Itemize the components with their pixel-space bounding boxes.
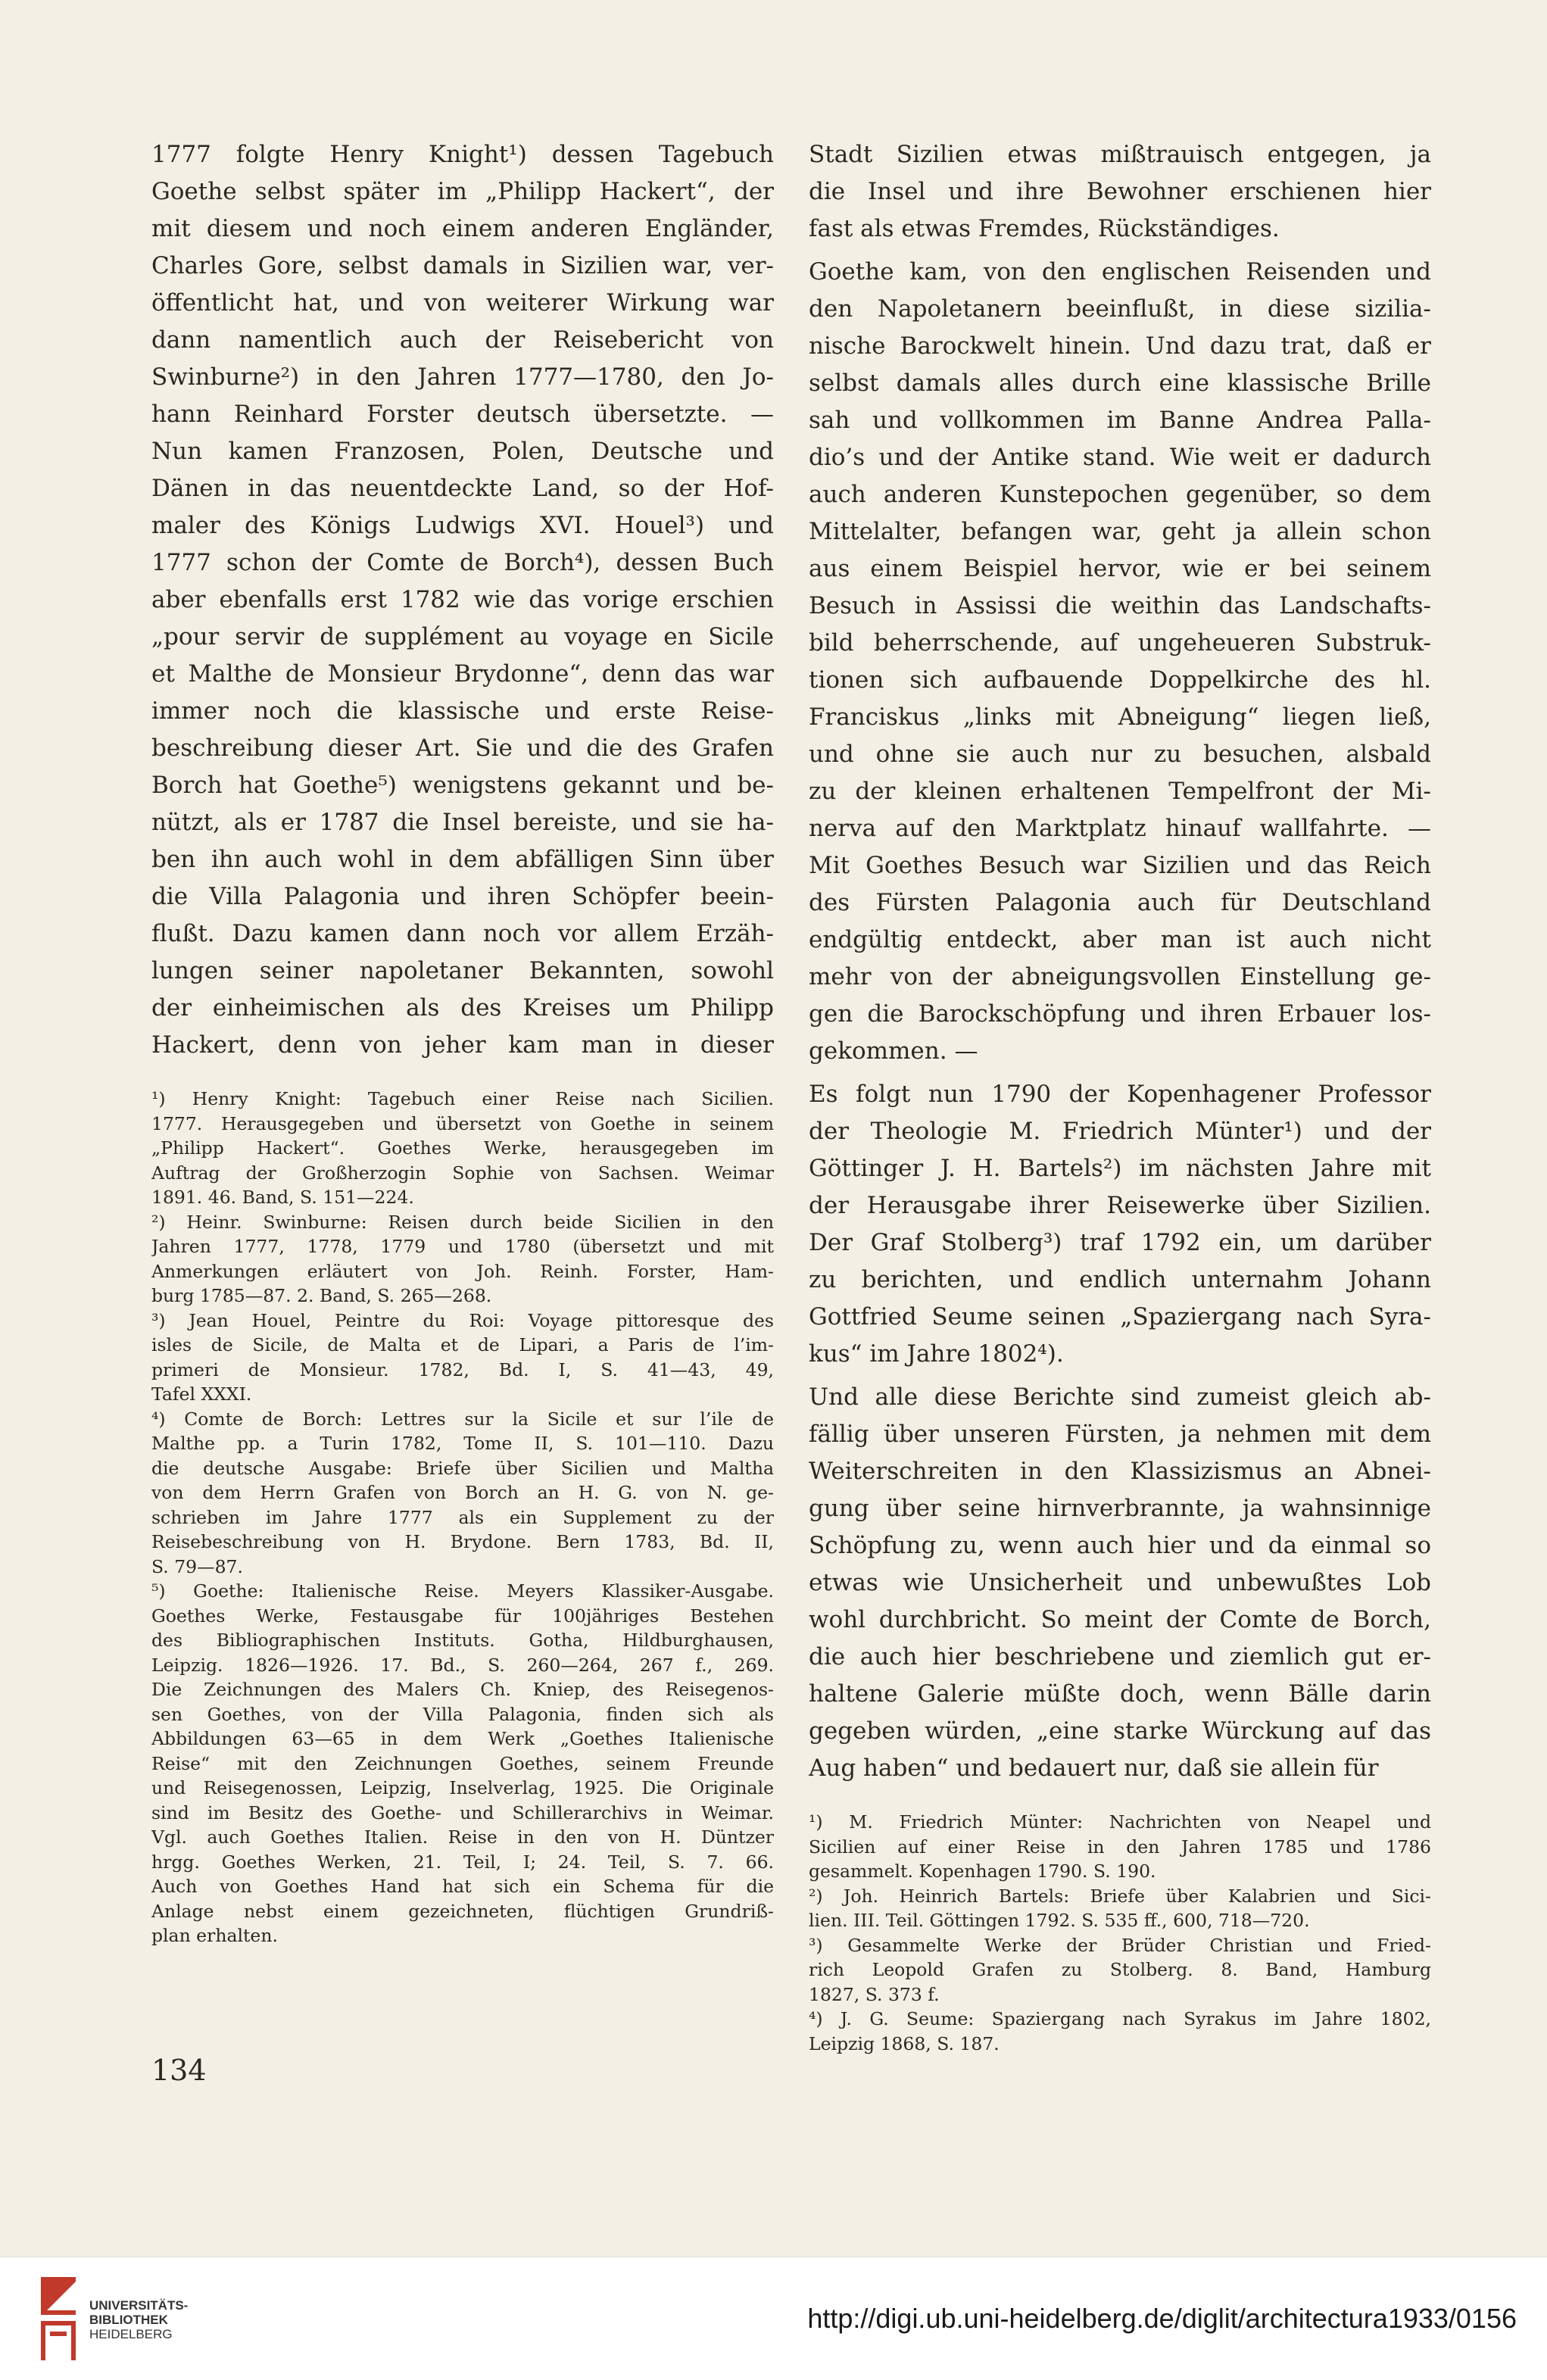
footnote-line: schrieben im Jahre 1777 als ein Supplement zu der	[151, 1506, 774, 1528]
text-line: der einheimischen als des Kreises um Philipp	[151, 994, 774, 1022]
text-line: Nun kamen Franzosen, Polen, Deutsche und	[151, 438, 774, 465]
text-line: et Malthe de Monsieur Brydonne“, denn das war	[151, 660, 774, 688]
footnote-line: S. 79—87.	[151, 1555, 243, 1577]
text-line: Und alle diese Berichte sind zumeist gleich ab-	[809, 1383, 1431, 1411]
text-line: „pour servir de supplément au voyage en Sicile	[151, 623, 774, 650]
text-line: sah und vollkommen im Banne Andrea Palla-	[809, 407, 1431, 434]
text-line: mit diesem und noch einem anderen Engländer,	[151, 215, 774, 242]
text-line: 1777 schon der Comte de Borch⁴), dessen Buch	[151, 549, 774, 576]
footnote	[151, 1309, 774, 1407]
footnote-line: isles de Sicile, de Malta et de Lipari, a Paris de l’im-	[151, 1334, 774, 1355]
text-line: Goethe kam, von den englischen Reisenden und	[809, 258, 1431, 285]
text-line: zu berichten, und endlich unternahm Johann	[809, 1266, 1431, 1293]
footnote-line: Vgl. auch Goethes Italien. Reise in den von H. Düntzer	[151, 1826, 774, 1848]
text-line: Stadt Sizilien etwas mißtrauisch entgegen, ja	[809, 141, 1431, 168]
text-line: bild beherrschende, auf ungeheueren Substruk-	[809, 629, 1431, 657]
text-line: Schöpfung zu, wenn auch hier und da einmal so	[809, 1532, 1431, 1559]
footnote-line: ²) Heinr. Swinburne: Reisen durch beide Sicilien in den	[151, 1211, 774, 1233]
footnote-line: Reise“ mit den Zeichnungen Goethes, seinem Freunde	[151, 1752, 774, 1774]
text-line: Weiterschreiten in den Klassizismus an Abnei-	[809, 1458, 1431, 1485]
footnote-line: ²) Joh. Heinrich Bartels: Briefe über Kalabrien und Sici-	[809, 1885, 1431, 1907]
text-line: ben ihn auch wohl in dem abfälligen Sinn über	[151, 846, 774, 873]
footnote	[809, 2007, 1431, 2056]
footnote	[151, 1407, 774, 1580]
library-name-line2: BIBLIOTHEK	[89, 2313, 168, 2327]
footnote-line: des Bibliographischen Instituts. Gotha, Hildburghausen,	[151, 1630, 774, 1651]
text-line: nützt, als er 1787 die Insel bereiste, und sie ha-	[151, 809, 774, 836]
footnote	[809, 1933, 1431, 2007]
text-line: gekommen. —	[809, 1037, 978, 1065]
text-line: die Villa Palagonia und ihren Schöpfer beein-	[151, 883, 774, 910]
text-line: Goethe selbst später im „Philipp Hackert“, der	[151, 178, 774, 205]
footnote-line: Jahren 1777, 1778, 1779 und 1780 (übersetzt und mit	[151, 1236, 774, 1257]
footnote-line: burg 1785—87. 2. Band, S. 265—268.	[151, 1285, 492, 1306]
text-line: gegeben würden, „eine starke Würckung auf das	[809, 1717, 1431, 1745]
footnote-line: Anlage nebst einem gezeichneten, flüchtigen Grundriß-	[151, 1900, 774, 1922]
text-line: haltene Galerie müßte doch, wenn Bälle darin	[809, 1680, 1431, 1708]
text-line: Borch hat Goethe⁵) wenigstens gekannt und be-	[151, 772, 774, 799]
text-line: Mit Goethes Besuch war Sizilien und das Reich	[809, 852, 1431, 879]
text-line: den Napoletanern beeinflußt, in diese sizilia-	[809, 295, 1431, 323]
footnote-line: ¹) M. Friedrich Münter: Nachrichten von Neapel und	[809, 1811, 1431, 1833]
page-number: 134	[151, 2054, 207, 2087]
text-line: Swinburne²) in den Jahren 1777—1780, den Jo-	[151, 363, 774, 391]
footnote-line: Abbildungen 63—65 in dem Werk „Goethes Italienische	[151, 1728, 774, 1749]
footnote-line: ⁵) Goethe: Italienische Reise. Meyers Klassiker-Ausgabe.	[151, 1580, 774, 1602]
text-line: die Insel und ihre Bewohner erschienen hier	[809, 178, 1431, 205]
footnote-line: plan erhalten.	[151, 1925, 278, 1946]
footnote	[151, 1579, 774, 1948]
left-footnotes	[151, 1087, 774, 1948]
footnote-line: die deutsche Ausgabe: Briefe über Sicilien und Maltha	[151, 1457, 774, 1479]
footnote-line: sen Goethes, von der Villa Palagonia, finden sich als	[151, 1703, 774, 1725]
text-line: Mittelalter, befangen war, geht ja allein schon	[809, 518, 1431, 545]
text-line: fällig über unseren Fürsten, ja nehmen mit dem	[809, 1421, 1431, 1448]
text-line: Hackert, denn von jeher kam man in dieser	[151, 1031, 774, 1059]
text-line: Dänen in das neuentdeckte Land, so der Hof-	[151, 475, 774, 502]
footnote-line: Leipzig. 1826—1926. 17. Bd., S. 260—264, 267 f., 269.	[151, 1654, 774, 1676]
footnote	[151, 1210, 774, 1309]
text-line: der Theologie M. Friedrich Münter¹) und der	[809, 1118, 1431, 1145]
text-line: lungen seiner napoletaner Bekannten, sowohl	[151, 957, 774, 984]
text-line: 1777 folgte Henry Knight¹) dessen Tagebuch	[151, 141, 774, 168]
text-line: aber ebenfalls erst 1782 wie das vorige erschien	[151, 586, 774, 613]
footnote-line: ⁴) Comte de Borch: Lettres sur la Sicile et sur l’ile de	[151, 1408, 774, 1430]
text-line: zu der kleinen erhaltenen Tempelfront der Mi-	[809, 778, 1431, 805]
left-column	[151, 136, 774, 1948]
text-line: die auch hier beschriebene und ziemlich gut er-	[809, 1643, 1431, 1670]
footnote-line: Auftrag der Großherzogin Sophie von Sachsen. Weimar	[151, 1162, 774, 1184]
text-line: gen die Barockschöpfung und ihren Erbauer los-	[809, 1000, 1431, 1028]
library-name-line1: UNIVERSITÄTS-	[89, 2298, 189, 2313]
footnote-line: Auch von Goethes Hand hat sich ein Schema für die	[151, 1876, 774, 1897]
paragraph	[809, 254, 1431, 1070]
footnote-line: gesammelt. Kopenhagen 1790. S. 190.	[809, 1861, 1156, 1882]
footnote-line: „Philipp Hackert“. Goethes Werke, herausgegeben im	[151, 1137, 774, 1159]
footnote-line: rich Leopold Grafen zu Stolberg. 8. Band, Hamburg	[809, 1959, 1431, 1980]
footnote-line: 1827, S. 373 f.	[809, 1983, 940, 2005]
library-name	[89, 2298, 188, 2341]
text-line: maler des Königs Ludwigs XVI. Houel³) und	[151, 512, 774, 539]
footnote	[809, 1884, 1431, 1933]
footnote-line: ³) Gesammelte Werke der Brüder Christian und Fried-	[809, 1934, 1431, 1956]
text-line: nerva auf den Marktplatz hinauf wallfahrte. —	[809, 815, 1431, 842]
text-line: wohl durchbricht. So meint der Comte de Borch,	[809, 1606, 1431, 1633]
text-line: etwas wie Unsicherheit und unbewußtes Lob	[809, 1569, 1431, 1596]
text-line: tionen sich aufbauende Doppelkirche des hl.	[809, 666, 1431, 694]
text-line: mehr von der abneigungsvollen Einstellung ge-	[809, 963, 1431, 990]
paragraph	[809, 1076, 1431, 1373]
text-line: dio’s und der Antike stand. Wie weit er dadurch	[809, 444, 1431, 471]
footnote	[151, 1087, 774, 1210]
text-line: Charles Gore, selbst damals in Sizilien war, ver-	[151, 252, 774, 279]
footnote-line: Anmerkungen erläutert von Joh. Reinh. Forster, Ham-	[151, 1260, 774, 1282]
text-line: fast als etwas Fremdes, Rückständiges.	[809, 215, 1280, 242]
footnote-line: Reisebeschreibung von H. Brydone. Bern 1783, Bd. II,	[151, 1531, 774, 1552]
footnote	[809, 1810, 1431, 1884]
text-line: hann Reinhard Forster deutsch übersetzte. —	[151, 401, 774, 428]
text-line: immer noch die klassische und erste Reise-	[151, 697, 774, 725]
text-line: selbst damals alles durch eine klassische Brille	[809, 370, 1431, 397]
right-body-text	[809, 136, 1431, 1787]
text-line: öffentlicht hat, und von weiterer Wirkung war	[151, 289, 774, 317]
text-line: Göttinger J. H. Bartels²) im nächsten Jahre mit	[809, 1155, 1431, 1182]
library-name-line3: HEIDELBERG	[89, 2327, 173, 2341]
footnote-line: sind im Besitz des Goethe- und Schillerarchivs in Weimar.	[151, 1801, 774, 1823]
footnote-line: primeri de Monsieur. 1782, Bd. I, S. 41—43, 49,	[151, 1358, 774, 1380]
footnote-line: ⁴) J. G. Seume: Spaziergang nach Syrakus im Jahre 1802,	[809, 2008, 1431, 2029]
text-line: aus einem Beispiel hervor, wie er bei seinem	[809, 555, 1431, 582]
text-line: der Herausgabe ihrer Reisewerke über Sizilien.	[809, 1192, 1431, 1219]
footnote-line: Leipzig 1868, S. 187.	[809, 2032, 1000, 2054]
footnote-line: Tafel XXXI.	[151, 1383, 252, 1405]
heidelberg-library-logo-icon	[36, 2274, 80, 2363]
footnote-line: 1777. Herausgegeben und übersetzt von Goethe in seinem	[151, 1112, 774, 1134]
source-url[interactable]: http://digi.ub.uni-heidelberg.de/diglit/architectura1933/0156	[807, 2303, 1517, 2334]
text-line: auch anderen Kunstepochen gegenüber, so dem	[809, 481, 1431, 508]
footnote-line: hrgg. Goethes Werken, 21. Teil, I; 24. Teil, S. 7. 66.	[151, 1851, 774, 1873]
text-line: Der Graf Stolberg³) traf 1792 ein, um darüber	[809, 1229, 1431, 1256]
text-line: Es folgt nun 1790 der Kopenhagener Professor	[809, 1081, 1431, 1108]
paragraph	[809, 136, 1431, 248]
right-column	[809, 136, 1431, 2056]
text-line: Aug haben“ und bedauert nur, daß sie allein für	[809, 1755, 1379, 1782]
text-line: und ohne sie auch nur zu besuchen, alsbald	[809, 741, 1431, 768]
footnote-line: Sicilien auf einer Reise in den Jahren 1785 und 1786	[809, 1836, 1431, 1858]
paragraph	[809, 1379, 1431, 1787]
footnote-line: 1891. 46. Band, S. 151—224.	[151, 1187, 414, 1208]
text-line: dann namentlich auch der Reisebericht von	[151, 326, 774, 354]
text-line: des Fürsten Palagonia auch für Deutschland	[809, 889, 1431, 916]
text-line: Gottfried Seume seinen „Spaziergang nach Syra-	[809, 1303, 1431, 1330]
right-footnotes	[809, 1810, 1431, 2056]
text-line: beschreibung dieser Art. Sie und die des Grafen	[151, 735, 774, 762]
text-line: Franciskus „links mit Abneigung“ liegen ließ,	[809, 703, 1431, 731]
footnote-line: Malthe pp. a Turin 1782, Tome II, S. 101—110. Dazu	[151, 1433, 774, 1454]
footnote-line: und Reisegenossen, Leipzig, Inselverlag, 1925. Die Originale	[151, 1777, 774, 1798]
footnote-line: ¹) Henry Knight: Tagebuch einer Reise nach Sicilien.	[151, 1088, 774, 1109]
footnote-line: Goethes Werke, Festausgabe für 100jähriges Bestehen	[151, 1605, 774, 1627]
footnote-line: von dem Herrn Grafen von Borch an H. G. von N. ge-	[151, 1482, 774, 1503]
footer-bar	[0, 2257, 1547, 2380]
text-line: Besuch in Assissi die weithin das Landschafts-	[809, 592, 1431, 619]
text-line: flußt. Dazu kamen dann noch vor allem Erzäh-	[151, 920, 774, 947]
left-body-text	[151, 136, 774, 1064]
text-line: gung über seine hirnverbrannte, ja wahnsinnige	[809, 1495, 1431, 1522]
footnote-line: lien. III. Teil. Göttingen 1792. S. 535 ff., 600, 718—720.	[809, 1910, 1310, 1931]
text-line: kus“ im Jahre 1802⁴).	[809, 1340, 1064, 1368]
text-line: nische Barockwelt hinein. Und dazu trat, daß er	[809, 332, 1431, 360]
text-line: endgültig entdeckt, aber man ist auch nicht	[809, 926, 1431, 953]
footnote-line: Die Zeichnungen des Malers Ch. Kniep, des Reisegenos-	[151, 1679, 774, 1700]
footnote-line: ³) Jean Houel, Peintre du Roi: Voyage pittoresque des	[151, 1309, 774, 1331]
